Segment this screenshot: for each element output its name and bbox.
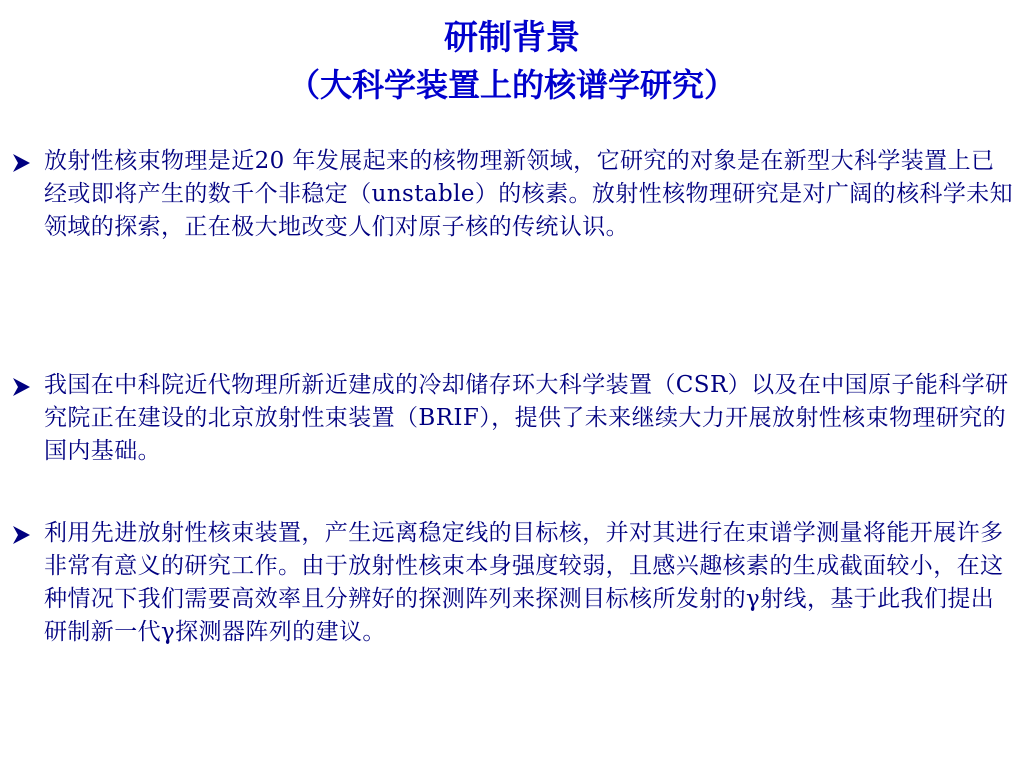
arrowhead-bullet-icon [10,369,44,403]
bullet-item [10,369,1014,468]
bullet-text: 利用先进放射性核束装置，产生远离稳定线的目标核，并对其进行在束谱学测量将能开展许多非常有意义的研究工作。由于放射性核束本身强度较弱，且感兴趣核素的生成截面较小，在这种情况下我们需要高效率且分辨好的探测阵列来探测目标核所发射的γ射线，基于此我们提出研制新一代γ探测器阵列的建议。 [44,520,1004,645]
bullet-text: 放射性核束物理是近20 年发展起来的核物理新领域，它研究的对象是在新型大科学装置上已经或即将产生的数千个非稳定（unstable）的核素。放射性核物理研究是对广阔的核科学未知领域的探索，正在极大地改变人们对原子核的传统认识。 [44,148,1014,240]
bullet-text: 我国在中科院近代物理所新近建成的冷却储存环大科学装置（CSR）以及在中国原子能科学研究院正在建设的北京放射性束装置（BRIF），提供了未来继续大力开展放射性核束物理研究的国内基础。 [44,372,1009,464]
arrowhead-bullet-icon [10,145,44,179]
arrowhead-bullet-icon [10,517,44,551]
slide-title-main: 研制背景 [444,18,580,58]
slide-title [0,14,1024,108]
bullet-item [10,517,1014,649]
slide-title-subtitle: （大科学装置上的核谱学研究） [287,66,736,104]
bullet-item [10,145,1014,244]
